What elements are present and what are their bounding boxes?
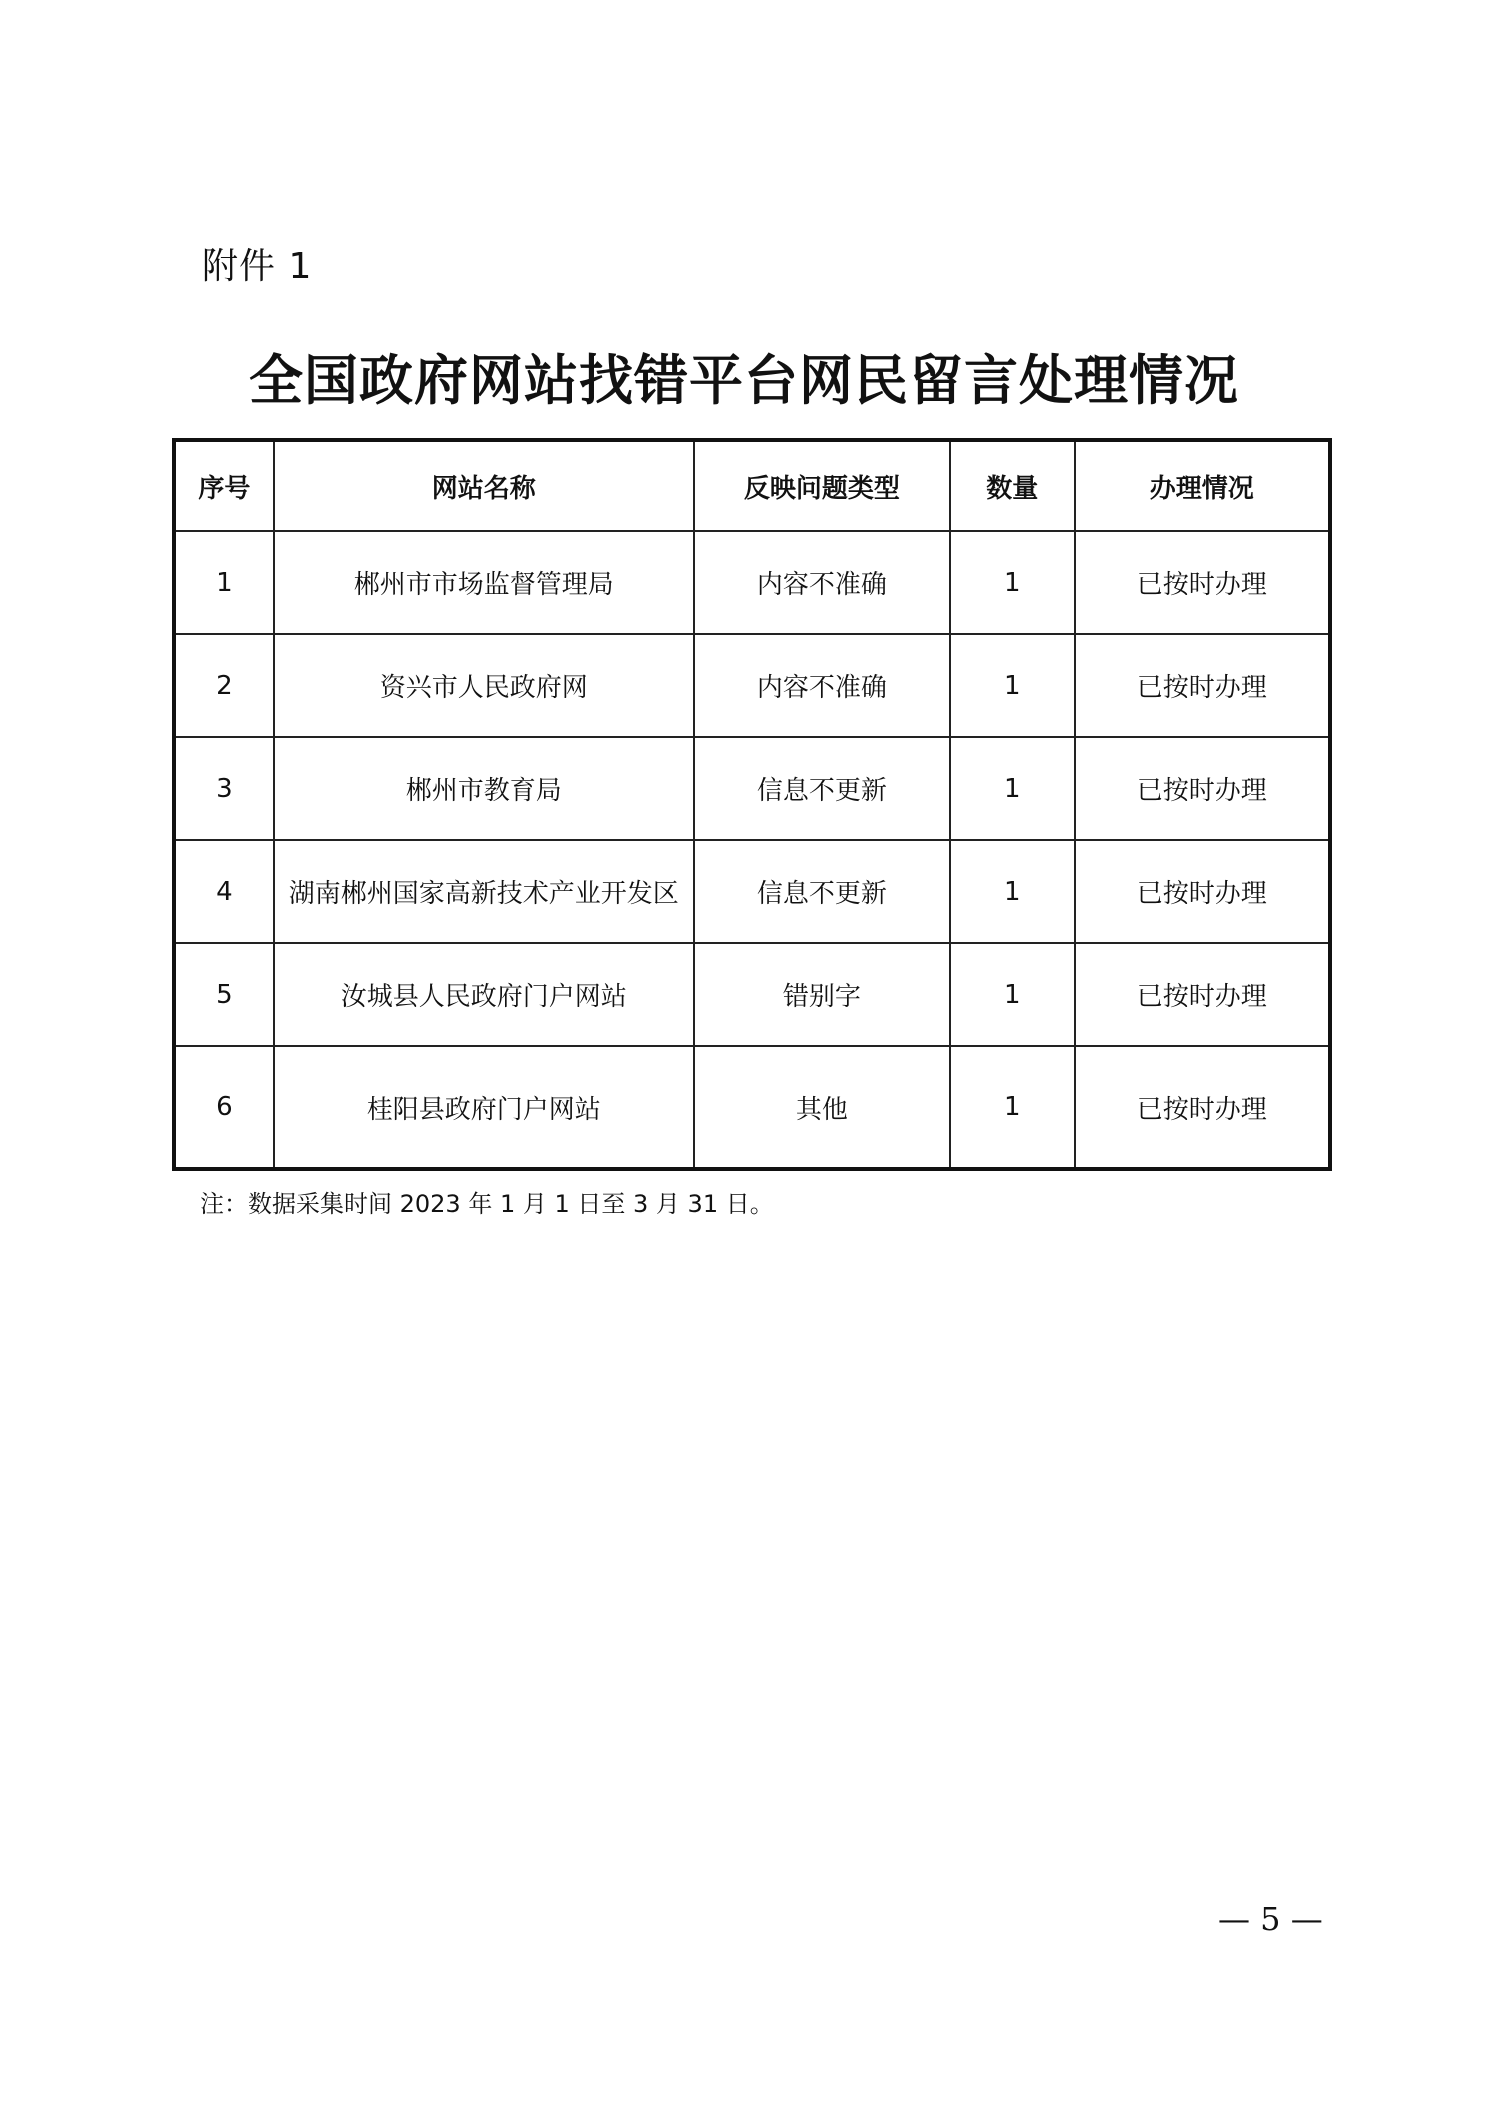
table-row bbox=[174, 1046, 1330, 1169]
table-row bbox=[174, 840, 1330, 943]
cell-type: 信息不更新 bbox=[694, 737, 950, 840]
cell-count: 1 bbox=[950, 840, 1074, 943]
cell-status: 已按时办理 bbox=[1075, 943, 1330, 1046]
header-type: 反映问题类型 bbox=[694, 440, 950, 531]
cell-no: 6 bbox=[174, 1046, 274, 1169]
cell-no: 4 bbox=[174, 840, 274, 943]
cell-count: 1 bbox=[950, 1046, 1074, 1169]
cell-type: 错别字 bbox=[694, 943, 950, 1046]
header-no: 序号 bbox=[174, 440, 274, 531]
table-row bbox=[174, 943, 1330, 1046]
cell-count: 1 bbox=[950, 943, 1074, 1046]
footnote: 注：数据采集时间 2023 年 1 月 1 日至 3 月 31 日。 bbox=[200, 1190, 774, 1218]
cell-site: 郴州市教育局 bbox=[274, 737, 694, 840]
header-count: 数量 bbox=[950, 440, 1074, 531]
cell-site: 桂阳县政府门户网站 bbox=[274, 1046, 694, 1169]
cell-no: 5 bbox=[174, 943, 274, 1046]
cell-no: 3 bbox=[174, 737, 274, 840]
header-status: 办理情况 bbox=[1075, 440, 1330, 531]
table-row bbox=[174, 737, 1330, 840]
attachment-label: 附件 1 bbox=[202, 246, 313, 287]
header-site: 网站名称 bbox=[274, 440, 694, 531]
cell-site: 湖南郴州国家高新技术产业开发区 bbox=[274, 840, 694, 943]
cell-no: 2 bbox=[174, 634, 274, 737]
cell-site: 汝城县人民政府门户网站 bbox=[274, 943, 694, 1046]
cell-status: 已按时办理 bbox=[1075, 531, 1330, 634]
cell-site: 郴州市市场监督管理局 bbox=[274, 531, 694, 634]
cell-count: 1 bbox=[950, 634, 1074, 737]
cell-type: 内容不准确 bbox=[694, 531, 950, 634]
cell-status: 已按时办理 bbox=[1075, 737, 1330, 840]
cell-count: 1 bbox=[950, 737, 1074, 840]
cell-type: 内容不准确 bbox=[694, 634, 950, 737]
table-container bbox=[172, 438, 1332, 1171]
cell-status: 已按时办理 bbox=[1075, 634, 1330, 737]
cell-status: 已按时办理 bbox=[1075, 1046, 1330, 1169]
cell-site: 资兴市人民政府网 bbox=[274, 634, 694, 737]
cell-type: 信息不更新 bbox=[694, 840, 950, 943]
cell-count: 1 bbox=[950, 531, 1074, 634]
feedback-table bbox=[172, 438, 1332, 1171]
page-number: — 5 — bbox=[1218, 1900, 1323, 1938]
cell-status: 已按时办理 bbox=[1075, 840, 1330, 943]
cell-no: 1 bbox=[174, 531, 274, 634]
table-row bbox=[174, 634, 1330, 737]
cell-type: 其他 bbox=[694, 1046, 950, 1169]
page-title: 全国政府网站找错平台网民留言处理情况 bbox=[249, 349, 1239, 412]
table-row bbox=[174, 531, 1330, 634]
table-header-row bbox=[174, 440, 1330, 531]
